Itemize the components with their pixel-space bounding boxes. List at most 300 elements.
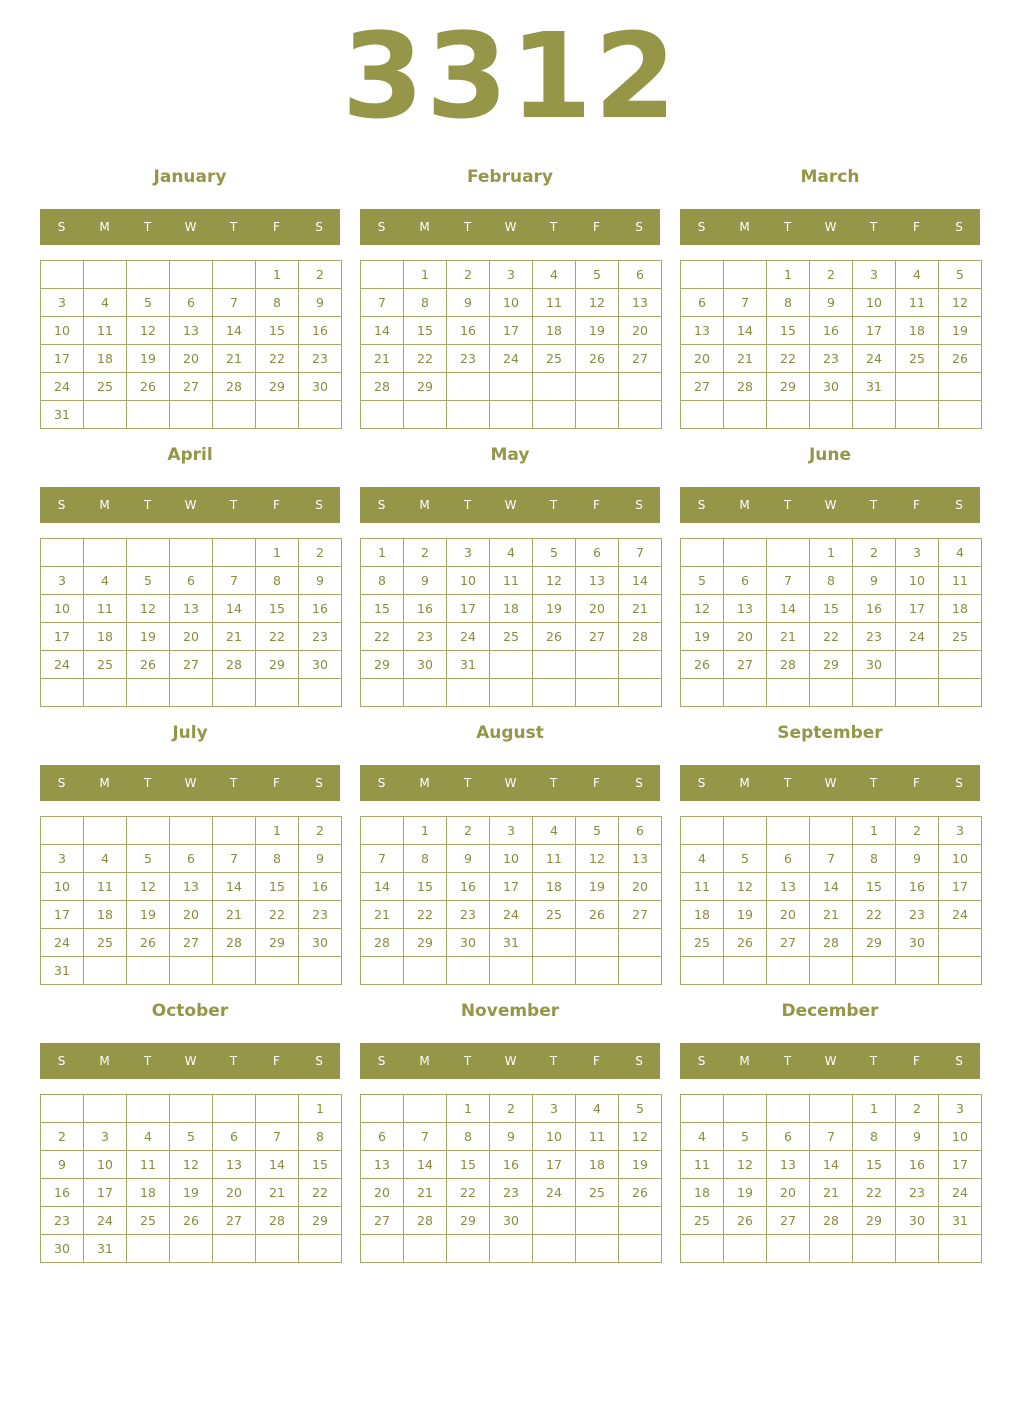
day-cell: 17 xyxy=(41,901,84,929)
weekday-label: M xyxy=(419,220,430,234)
day-cell: 23 xyxy=(896,901,939,929)
empty-cell xyxy=(853,401,896,429)
day-cell: 14 xyxy=(256,1151,299,1179)
empty-cell xyxy=(404,679,447,707)
empty-cell xyxy=(810,401,853,429)
day-cell: 25 xyxy=(84,373,127,401)
empty-cell xyxy=(361,957,404,985)
day-cell: 7 xyxy=(361,845,404,873)
day-cell: 13 xyxy=(619,289,662,317)
day-cell: 27 xyxy=(681,373,724,401)
weekday-label: T xyxy=(229,498,238,512)
day-cell: 26 xyxy=(170,1207,213,1235)
day-cell: 23 xyxy=(41,1207,84,1235)
day-cell: 27 xyxy=(619,345,662,373)
day-cell: 14 xyxy=(213,873,256,901)
empty-cell xyxy=(213,957,256,985)
weekday-label: S xyxy=(377,220,386,234)
day-grid xyxy=(40,816,342,985)
day-cell: 14 xyxy=(213,317,256,345)
weekday-label: M xyxy=(99,1054,110,1068)
day-cell: 10 xyxy=(853,289,896,317)
day-cell: 25 xyxy=(681,929,724,957)
day-cell: 4 xyxy=(576,1095,619,1123)
day-cell: 16 xyxy=(299,317,342,345)
day-cell: 23 xyxy=(853,623,896,651)
day-cell: 26 xyxy=(127,929,170,957)
day-cell: 10 xyxy=(41,873,84,901)
weekday-header xyxy=(680,1043,980,1079)
weekday-label: W xyxy=(824,220,837,234)
day-cell: 23 xyxy=(299,901,342,929)
month-march xyxy=(680,156,980,429)
day-cell: 2 xyxy=(896,1095,939,1123)
day-cell: 13 xyxy=(681,317,724,345)
day-cell: 21 xyxy=(213,345,256,373)
empty-cell xyxy=(576,929,619,957)
day-cell: 23 xyxy=(404,623,447,651)
empty-cell xyxy=(896,401,939,429)
month-name: October xyxy=(151,1001,229,1021)
day-cell: 10 xyxy=(939,1123,982,1151)
day-cell: 24 xyxy=(41,929,84,957)
day-cell: 21 xyxy=(361,901,404,929)
day-cell: 29 xyxy=(853,929,896,957)
day-cell: 28 xyxy=(767,651,810,679)
empty-cell xyxy=(896,957,939,985)
day-cell: 23 xyxy=(299,345,342,373)
empty-cell xyxy=(127,1235,170,1263)
empty-cell xyxy=(213,1235,256,1263)
month-name: January xyxy=(153,167,227,187)
day-grid xyxy=(40,538,342,707)
weekday-label: S xyxy=(635,498,643,512)
day-cell: 29 xyxy=(853,1207,896,1235)
month-april xyxy=(40,434,340,707)
day-cell: 17 xyxy=(490,317,533,345)
day-cell: 10 xyxy=(447,567,490,595)
day-cell: 22 xyxy=(404,345,447,373)
day-cell: 9 xyxy=(447,289,490,317)
empty-cell xyxy=(256,957,299,985)
day-cell: 2 xyxy=(299,261,342,289)
day-cell: 10 xyxy=(939,845,982,873)
weekday-label: T xyxy=(143,498,152,512)
empty-cell xyxy=(213,401,256,429)
day-cell: 21 xyxy=(213,901,256,929)
day-cell: 3 xyxy=(533,1095,576,1123)
day-cell: 22 xyxy=(853,901,896,929)
day-cell: 18 xyxy=(84,901,127,929)
day-cell: 11 xyxy=(127,1151,170,1179)
day-cell: 12 xyxy=(576,289,619,317)
calendar-year-title: 3312 xyxy=(341,7,679,145)
empty-cell xyxy=(810,1095,853,1123)
day-cell: 19 xyxy=(127,623,170,651)
weekday-label: T xyxy=(463,776,472,790)
weekday-label: F xyxy=(273,220,280,234)
empty-cell xyxy=(939,1235,982,1263)
weekday-header xyxy=(40,1043,340,1079)
weekday-label: F xyxy=(593,776,600,790)
day-cell: 20 xyxy=(767,901,810,929)
empty-cell xyxy=(361,679,404,707)
weekday-label: F xyxy=(273,498,280,512)
empty-cell xyxy=(681,1095,724,1123)
day-cell: 4 xyxy=(127,1123,170,1151)
empty-cell xyxy=(127,817,170,845)
empty-cell xyxy=(170,817,213,845)
empty-cell xyxy=(767,817,810,845)
weekday-label: F xyxy=(593,1054,600,1068)
empty-cell xyxy=(490,1235,533,1263)
day-cell: 5 xyxy=(127,289,170,317)
day-cell: 5 xyxy=(681,567,724,595)
day-cell: 28 xyxy=(810,1207,853,1235)
month-june xyxy=(680,434,980,707)
weekday-header xyxy=(40,487,340,523)
day-cell: 13 xyxy=(724,595,767,623)
weekday-label: T xyxy=(463,220,472,234)
day-cell: 2 xyxy=(447,817,490,845)
day-cell: 3 xyxy=(896,539,939,567)
month-name: August xyxy=(476,723,544,743)
empty-cell xyxy=(576,651,619,679)
day-cell: 15 xyxy=(447,1151,490,1179)
day-cell: 20 xyxy=(619,873,662,901)
empty-cell xyxy=(299,1235,342,1263)
day-cell: 6 xyxy=(576,539,619,567)
day-cell: 30 xyxy=(41,1235,84,1263)
empty-cell xyxy=(256,1235,299,1263)
day-cell: 31 xyxy=(41,957,84,985)
day-cell: 18 xyxy=(576,1151,619,1179)
day-cell: 9 xyxy=(299,567,342,595)
day-cell: 17 xyxy=(41,345,84,373)
day-cell: 22 xyxy=(256,901,299,929)
day-grid xyxy=(360,816,662,985)
day-grid xyxy=(40,260,342,429)
weekday-label: S xyxy=(57,1054,66,1068)
empty-cell xyxy=(681,957,724,985)
empty-cell xyxy=(767,957,810,985)
month-name: September xyxy=(777,723,883,743)
day-cell: 5 xyxy=(127,567,170,595)
day-cell: 18 xyxy=(939,595,982,623)
empty-cell xyxy=(724,1095,767,1123)
day-cell: 29 xyxy=(810,651,853,679)
day-cell: 18 xyxy=(84,345,127,373)
weekday-label: M xyxy=(99,498,110,512)
empty-cell xyxy=(619,401,662,429)
weekday-header xyxy=(360,765,660,801)
day-cell: 3 xyxy=(41,289,84,317)
weekday-label: S xyxy=(57,220,66,234)
day-cell: 15 xyxy=(299,1151,342,1179)
day-cell: 30 xyxy=(447,929,490,957)
empty-cell xyxy=(256,679,299,707)
day-cell: 2 xyxy=(896,817,939,845)
empty-cell xyxy=(767,679,810,707)
day-cell: 24 xyxy=(490,901,533,929)
day-cell: 9 xyxy=(299,845,342,873)
empty-cell xyxy=(896,651,939,679)
empty-cell xyxy=(724,261,767,289)
day-cell: 10 xyxy=(896,567,939,595)
day-cell: 19 xyxy=(533,595,576,623)
empty-cell xyxy=(767,401,810,429)
day-cell: 28 xyxy=(404,1207,447,1235)
day-cell: 19 xyxy=(724,1179,767,1207)
weekday-label: S xyxy=(377,498,386,512)
day-cell: 29 xyxy=(256,929,299,957)
day-cell: 29 xyxy=(767,373,810,401)
day-cell: 9 xyxy=(896,1123,939,1151)
day-cell: 19 xyxy=(127,901,170,929)
empty-cell xyxy=(490,401,533,429)
day-cell: 12 xyxy=(170,1151,213,1179)
day-cell: 9 xyxy=(810,289,853,317)
empty-cell xyxy=(533,373,576,401)
empty-cell xyxy=(213,817,256,845)
day-cell: 2 xyxy=(447,261,490,289)
day-cell: 5 xyxy=(619,1095,662,1123)
day-cell: 1 xyxy=(256,261,299,289)
day-cell: 30 xyxy=(810,373,853,401)
day-cell: 12 xyxy=(724,1151,767,1179)
day-cell: 1 xyxy=(361,539,404,567)
day-cell: 21 xyxy=(404,1179,447,1207)
weekday-label: F xyxy=(913,1054,920,1068)
day-cell: 26 xyxy=(576,901,619,929)
day-cell: 12 xyxy=(939,289,982,317)
empty-cell xyxy=(853,679,896,707)
day-cell: 5 xyxy=(576,261,619,289)
day-cell: 16 xyxy=(810,317,853,345)
day-cell: 14 xyxy=(619,567,662,595)
day-cell: 25 xyxy=(84,651,127,679)
day-cell: 12 xyxy=(681,595,724,623)
day-cell: 25 xyxy=(127,1207,170,1235)
weekday-label: T xyxy=(463,1054,472,1068)
weekday-header xyxy=(680,765,980,801)
day-cell: 11 xyxy=(939,567,982,595)
day-cell: 21 xyxy=(619,595,662,623)
day-cell: 13 xyxy=(170,873,213,901)
day-cell: 8 xyxy=(256,567,299,595)
weekday-header xyxy=(40,765,340,801)
day-cell: 6 xyxy=(724,567,767,595)
weekday-label: M xyxy=(419,498,430,512)
day-cell: 1 xyxy=(810,539,853,567)
day-cell: 27 xyxy=(767,929,810,957)
empty-cell xyxy=(127,679,170,707)
empty-cell xyxy=(681,401,724,429)
weekday-label: T xyxy=(143,776,152,790)
day-cell: 19 xyxy=(939,317,982,345)
day-cell: 30 xyxy=(490,1207,533,1235)
day-cell: 3 xyxy=(853,261,896,289)
day-cell: 14 xyxy=(361,873,404,901)
day-cell: 24 xyxy=(84,1207,127,1235)
day-cell: 26 xyxy=(533,623,576,651)
day-cell: 27 xyxy=(170,929,213,957)
day-cell: 28 xyxy=(810,929,853,957)
empty-cell xyxy=(404,401,447,429)
empty-cell xyxy=(361,401,404,429)
day-cell: 11 xyxy=(533,289,576,317)
empty-cell xyxy=(939,401,982,429)
empty-cell xyxy=(724,817,767,845)
day-cell: 26 xyxy=(681,651,724,679)
empty-cell xyxy=(490,957,533,985)
day-cell: 6 xyxy=(170,289,213,317)
weekday-label: S xyxy=(697,776,706,790)
weekday-label: T xyxy=(783,498,792,512)
day-cell: 21 xyxy=(213,623,256,651)
day-cell: 1 xyxy=(256,539,299,567)
empty-cell xyxy=(447,401,490,429)
day-cell: 26 xyxy=(127,651,170,679)
weekday-label: S xyxy=(315,498,323,512)
day-cell: 16 xyxy=(299,873,342,901)
empty-cell xyxy=(576,373,619,401)
day-cell: 20 xyxy=(767,1179,810,1207)
day-cell: 6 xyxy=(767,845,810,873)
day-cell: 24 xyxy=(41,651,84,679)
day-cell: 24 xyxy=(939,1179,982,1207)
day-grid xyxy=(360,538,662,707)
empty-cell xyxy=(810,957,853,985)
empty-cell xyxy=(404,1095,447,1123)
weekday-header xyxy=(680,487,980,523)
day-cell: 16 xyxy=(41,1179,84,1207)
empty-cell xyxy=(533,929,576,957)
weekday-label: S xyxy=(315,1054,323,1068)
weekday-label: T xyxy=(463,498,472,512)
day-cell: 6 xyxy=(619,817,662,845)
day-cell: 25 xyxy=(533,345,576,373)
empty-cell xyxy=(619,651,662,679)
day-cell: 16 xyxy=(299,595,342,623)
day-cell: 17 xyxy=(896,595,939,623)
weekday-label: T xyxy=(549,220,558,234)
day-cell: 15 xyxy=(853,1151,896,1179)
day-cell: 31 xyxy=(84,1235,127,1263)
day-cell: 12 xyxy=(533,567,576,595)
weekday-label: M xyxy=(739,776,750,790)
day-cell: 18 xyxy=(533,873,576,901)
day-cell: 8 xyxy=(767,289,810,317)
weekday-label: S xyxy=(57,776,66,790)
day-cell: 16 xyxy=(853,595,896,623)
empty-cell xyxy=(170,957,213,985)
day-cell: 31 xyxy=(41,401,84,429)
day-cell: 20 xyxy=(724,623,767,651)
day-cell: 12 xyxy=(127,317,170,345)
weekday-label: T xyxy=(229,1054,238,1068)
weekday-label: W xyxy=(504,776,517,790)
day-cell: 22 xyxy=(299,1179,342,1207)
weekday-label: T xyxy=(869,220,878,234)
weekday-label: T xyxy=(229,220,238,234)
day-cell: 14 xyxy=(767,595,810,623)
empty-cell xyxy=(853,957,896,985)
day-cell: 27 xyxy=(213,1207,256,1235)
weekday-label: M xyxy=(419,1054,430,1068)
day-cell: 15 xyxy=(853,873,896,901)
day-cell: 22 xyxy=(853,1179,896,1207)
day-cell: 3 xyxy=(41,845,84,873)
day-cell: 22 xyxy=(810,623,853,651)
day-cell: 8 xyxy=(853,845,896,873)
weekday-label: T xyxy=(143,220,152,234)
empty-cell xyxy=(213,261,256,289)
day-cell: 10 xyxy=(490,845,533,873)
day-cell: 5 xyxy=(939,261,982,289)
day-cell: 2 xyxy=(404,539,447,567)
empty-cell xyxy=(724,679,767,707)
weekday-label: S xyxy=(955,1054,963,1068)
day-cell: 13 xyxy=(767,1151,810,1179)
day-cell: 30 xyxy=(404,651,447,679)
day-cell: 13 xyxy=(213,1151,256,1179)
day-cell: 20 xyxy=(170,623,213,651)
day-cell: 11 xyxy=(490,567,533,595)
empty-cell xyxy=(84,539,127,567)
day-grid xyxy=(680,538,982,707)
empty-cell xyxy=(619,373,662,401)
weekday-label: S xyxy=(635,220,643,234)
empty-cell xyxy=(41,539,84,567)
day-cell: 17 xyxy=(84,1179,127,1207)
month-january xyxy=(40,156,340,429)
day-cell: 4 xyxy=(681,845,724,873)
empty-cell xyxy=(939,651,982,679)
empty-cell xyxy=(896,373,939,401)
day-cell: 6 xyxy=(170,567,213,595)
day-cell: 2 xyxy=(853,539,896,567)
empty-cell xyxy=(810,1235,853,1263)
month-name: May xyxy=(490,445,530,465)
day-cell: 6 xyxy=(170,845,213,873)
weekday-header xyxy=(40,209,340,245)
empty-cell xyxy=(533,1235,576,1263)
day-cell: 27 xyxy=(576,623,619,651)
day-cell: 12 xyxy=(619,1123,662,1151)
day-cell: 20 xyxy=(170,345,213,373)
day-cell: 24 xyxy=(939,901,982,929)
day-cell: 19 xyxy=(681,623,724,651)
day-cell: 6 xyxy=(767,1123,810,1151)
day-cell: 11 xyxy=(681,873,724,901)
day-cell: 3 xyxy=(490,261,533,289)
empty-cell xyxy=(619,1207,662,1235)
empty-cell xyxy=(681,539,724,567)
day-cell: 7 xyxy=(810,1123,853,1151)
day-cell: 29 xyxy=(256,373,299,401)
day-cell: 9 xyxy=(41,1151,84,1179)
day-cell: 23 xyxy=(810,345,853,373)
day-cell: 24 xyxy=(853,345,896,373)
day-cell: 13 xyxy=(619,845,662,873)
empty-cell xyxy=(576,957,619,985)
day-cell: 28 xyxy=(213,373,256,401)
empty-cell xyxy=(853,1235,896,1263)
empty-cell xyxy=(84,817,127,845)
day-cell: 26 xyxy=(576,345,619,373)
day-cell: 15 xyxy=(810,595,853,623)
